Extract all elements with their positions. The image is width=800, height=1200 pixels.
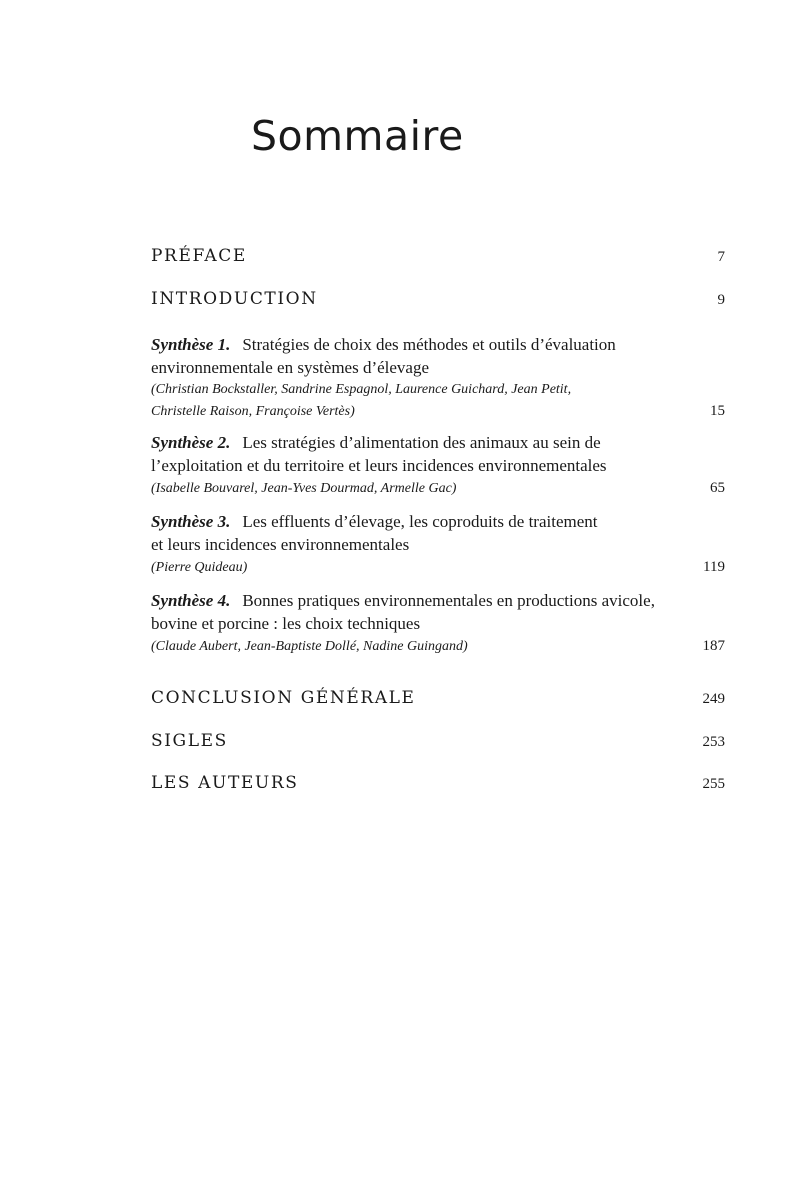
toc-entry-label: CONCLUSION GÉNÉRALE bbox=[151, 688, 416, 708]
synthese-title bbox=[151, 431, 725, 454]
toc-entry-page: 9 bbox=[717, 292, 725, 308]
toc-entry-introduction[interactable] bbox=[151, 289, 725, 309]
synthese-title-line: Bonnes pratiques environnementales en productions avicole, bbox=[242, 591, 655, 610]
synthese-authors: (Pierre Quideau) bbox=[151, 560, 248, 575]
synthese-tag: Synthèse 1. bbox=[151, 335, 231, 354]
synthese-title-line: l’exploitation et du territoire et leurs incidences environnementales bbox=[151, 456, 607, 475]
toc-entry-label: INTRODUCTION bbox=[151, 289, 318, 309]
synthese-title-line: bovine et porcine : les choix techniques bbox=[151, 614, 421, 633]
toc-entry-page: 253 bbox=[702, 734, 725, 750]
toc-entry-synthese-2[interactable] bbox=[151, 431, 725, 500]
synthese-title-line: Stratégies de choix des méthodes et outils d’évaluation bbox=[242, 335, 616, 354]
toc-entry-label: LES AUTEURS bbox=[151, 773, 299, 793]
toc-entry-conclusion[interactable] bbox=[151, 688, 725, 708]
toc-entry-preface[interactable] bbox=[151, 246, 725, 266]
toc-entry-synthese-4[interactable] bbox=[151, 589, 725, 658]
synthese-title bbox=[151, 510, 725, 533]
toc-entry-page: 65 bbox=[710, 480, 725, 496]
toc-entry-sigles[interactable] bbox=[151, 731, 725, 751]
synthese-title-line: Les effluents d’élevage, les coproduits de traitement bbox=[242, 512, 598, 531]
synthese-authors: (Isabelle Bouvarel, Jean-Yves Dourmad, Armelle Gac) bbox=[151, 481, 457, 496]
toc-entry-page: 249 bbox=[702, 691, 725, 707]
toc-entry-label: PRÉFACE bbox=[151, 246, 247, 266]
toc-entry-synthese-3[interactable] bbox=[151, 510, 725, 579]
toc-entry-synthese-1[interactable] bbox=[151, 333, 725, 423]
toc-entry-page: 187 bbox=[702, 638, 725, 654]
synthese-authors: (Christian Bockstaller, Sandrine Espagnol, Laurence Guichard, Jean Petit, bbox=[151, 382, 572, 397]
toc-entry-auteurs[interactable] bbox=[151, 773, 725, 793]
toc-entry-label: SIGLES bbox=[151, 731, 228, 751]
synthese-title-line: Les stratégies d’alimentation des animaux au sein de bbox=[242, 433, 601, 452]
toc-entry-page: 255 bbox=[702, 776, 725, 792]
synthese-tag: Synthèse 4. bbox=[151, 591, 231, 610]
synthese-title bbox=[151, 333, 725, 356]
synthese-tag: Synthèse 3. bbox=[151, 512, 231, 531]
toc-entry-page: 119 bbox=[703, 559, 725, 575]
synthese-title-line: environnementale en systèmes d’élevage bbox=[151, 358, 430, 377]
synthese-title-line: et leurs incidences environnementales bbox=[151, 535, 410, 554]
toc-entry-page: 7 bbox=[717, 249, 725, 265]
synthese-tag: Synthèse 2. bbox=[151, 433, 231, 452]
synthese-authors: (Claude Aubert, Jean-Baptiste Dollé, Nadine Guingand) bbox=[151, 639, 468, 654]
toc-entry-page: 15 bbox=[710, 403, 725, 419]
page-title: Sommaire bbox=[251, 112, 464, 160]
synthese-title bbox=[151, 589, 725, 612]
synthese-authors: Christelle Raison, Françoise Vertès) bbox=[151, 404, 355, 419]
